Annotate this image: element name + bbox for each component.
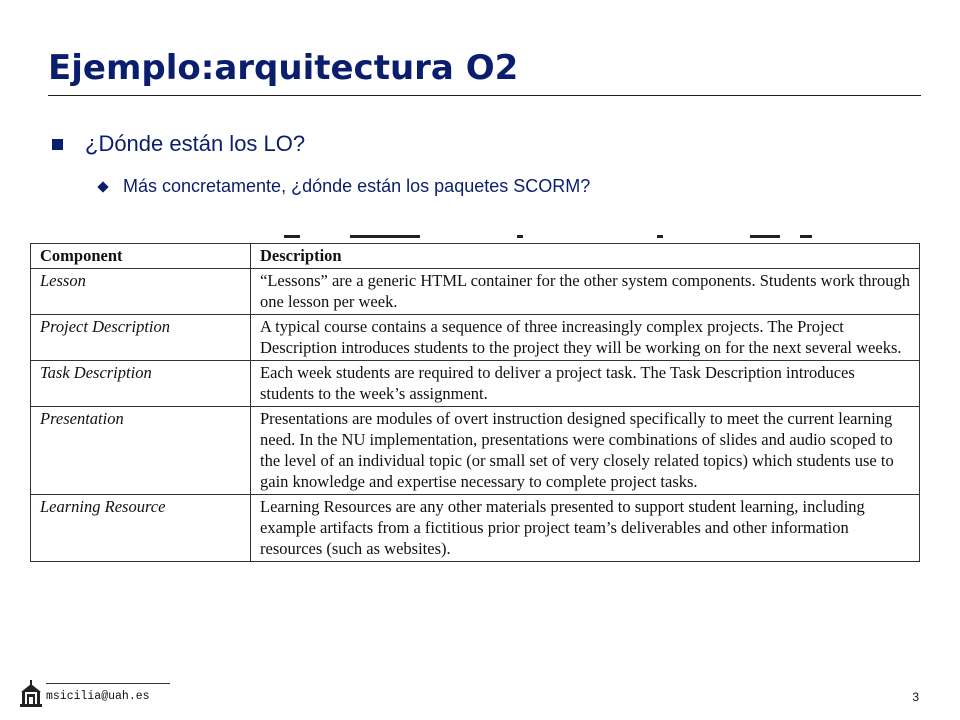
page-number: 3 <box>912 690 919 704</box>
bullet-1-text: ¿Dónde están los LO? <box>85 131 306 156</box>
footer-divider <box>46 683 170 684</box>
footer-email: msicilia@uah.es <box>46 690 150 703</box>
table-row <box>31 495 920 562</box>
table-row <box>31 315 920 361</box>
description-cell: Each week students are required to deliver a project task. The Task Description introduces students to the week’s assignment. <box>251 361 920 407</box>
square-bullet-icon <box>52 139 63 150</box>
description-cell: Presentations are modules of overt instruction designed specifically to meet the current learning need. In the NU implementation, presentations were combinations of slides and audio scoped to the level of an individual topic (or small set of very closely related topics) which students use to gain knowledge and expertise necessary to complete project tasks. <box>251 407 920 495</box>
header-component: Component <box>31 244 251 269</box>
component-cell: Lesson <box>31 269 251 315</box>
cropped-text-fragment <box>30 231 920 241</box>
description-cell: A typical course contains a sequence of three increasingly complex projects. The Project Description introduces students to the project they will be working on for the next several weeks. <box>251 315 920 361</box>
title-divider <box>48 95 921 96</box>
description-cell: “Lessons” are a generic HTML container for the other system components. Students work through one lesson per week. <box>251 269 920 315</box>
bullet-level-2 <box>97 176 590 197</box>
table-row <box>31 269 920 315</box>
component-cell: Learning Resource <box>31 495 251 562</box>
bullet-2-text: Más concretamente, ¿dónde están los paquetes SCORM? <box>123 176 591 196</box>
component-cell: Task Description <box>31 361 251 407</box>
component-cell: Project Description <box>31 315 251 361</box>
component-table <box>30 243 920 562</box>
table-row <box>31 361 920 407</box>
table-row <box>31 407 920 495</box>
diamond-bullet-icon <box>97 181 108 192</box>
table-header-row <box>31 244 920 269</box>
university-building-icon <box>18 680 44 708</box>
slide-title: Ejemplo:arquitectura O2 <box>48 48 519 88</box>
description-cell: Learning Resources are any other materials presented to support student learning, including example artifacts from a fictitious prior project team’s deliverables and other information resources (such as websites). <box>251 495 920 562</box>
bullet-level-1 <box>52 131 305 157</box>
component-cell: Presentation <box>31 407 251 495</box>
header-description: Description <box>251 244 920 269</box>
